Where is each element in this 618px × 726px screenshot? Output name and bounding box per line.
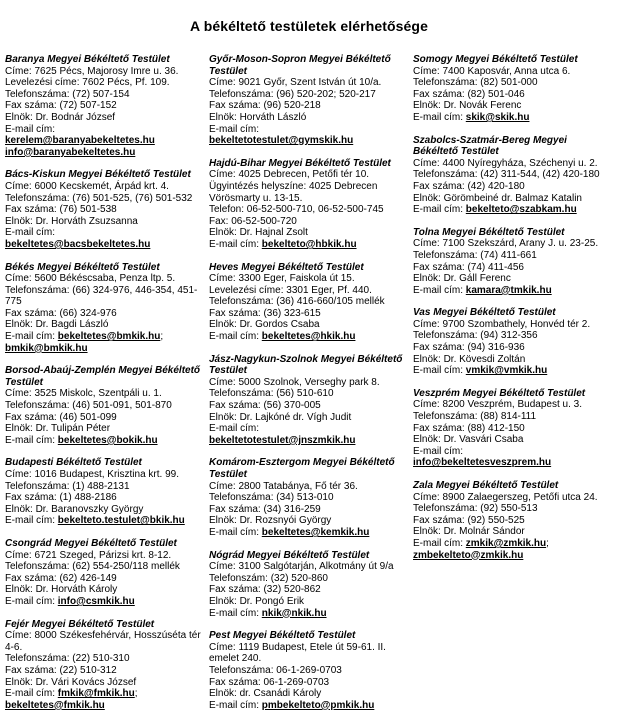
board-detail-line [5, 89, 205, 101]
board-detail-line [5, 112, 205, 124]
board-detail-line [5, 596, 205, 608]
board-detail-line [413, 169, 613, 181]
board-detail-line [5, 193, 205, 205]
board-detail-line [5, 492, 205, 504]
board-name: Vas Megyei Békéltető Testület [413, 307, 556, 319]
board-detail-line [5, 573, 205, 585]
board-detail-line [5, 550, 205, 562]
board-name: Borsod-Abaúj-Zemplén Megyei Békéltető Testület [5, 365, 201, 388]
detail-text: Telefonszáma: (96) 520-202; 520-217 [209, 88, 376, 100]
detail-text: E-mail cím: [209, 607, 262, 619]
board-detail-line [209, 608, 409, 620]
detail-text: Címe: 1016 Budapest, Krisztina krt. 99. [5, 469, 179, 480]
board-name: Fejér Megyei Békéltető Testület [5, 618, 155, 630]
board-detail-line [413, 423, 613, 435]
board-detail-line [413, 354, 613, 366]
email-link[interactable]: pmbekelteto@pmkik.hu [261, 699, 375, 711]
board-detail-line [413, 365, 613, 377]
board-detail-line [413, 434, 613, 446]
columns-container [0, 54, 618, 722]
detail-text: Fax száma: (34) 316-259 [209, 503, 321, 515]
detail-text: Elnök: Dr. Novák Ferenc [413, 100, 522, 112]
detail-text: Címe: 6721 Szeged, Párizsi krt. 8-12. [5, 549, 172, 561]
board-detail-line [5, 481, 205, 493]
detail-text: Fax száma: (66) 324-976 [5, 307, 117, 319]
board-detail-line [209, 423, 409, 435]
board-detail-line [5, 469, 205, 481]
board-detail-line [209, 319, 409, 331]
board-detail-line [5, 688, 205, 711]
detail-text: ; [160, 331, 164, 343]
email-link[interactable]: kerelem@baranyabekeltetes.hu [5, 135, 155, 147]
board-entry [5, 169, 205, 250]
detail-text: Elnök: Horváth László [209, 111, 307, 123]
board-detail-line [209, 677, 409, 689]
detail-text: Telefonszáma: (62) 554-250/118 mellék [5, 561, 180, 573]
board-entry [209, 354, 409, 447]
detail-text: Fax száma: (42) 420-180 [413, 180, 525, 192]
detail-text: Telefonszáma: (74) 411-661 [413, 249, 537, 261]
detail-text: Telefonszáma: 06-1-269-0703 [209, 664, 342, 676]
board-entry [209, 457, 409, 538]
detail-text: Elnök: Dr. Molnár Sándor [413, 526, 525, 538]
board-detail-line [209, 515, 409, 527]
page-title: A békéltető testületek elérhetősége [190, 18, 428, 34]
detail-text: Telefonszáma: (34) 513-010 [209, 492, 334, 504]
email-link[interactable]: zmbekelteto@zmkik.hu [413, 549, 524, 561]
detail-text: Fax száma: (22) 510-312 [5, 664, 117, 676]
detail-text: Fax száma: 06-1-269-0703 [209, 676, 330, 688]
email-link[interactable]: bekeltetes@fmkik.hu [5, 699, 105, 711]
detail-text: Címe: 3300 Eger, Faiskola út 15. [209, 273, 355, 285]
board-detail-line [209, 400, 409, 412]
detail-text: Telefonszáma: (82) 501-000 [413, 77, 538, 89]
detail-text: E-mail cím: [209, 331, 262, 343]
detail-text: Címe: 7625 Pécs, Majorosy Imre u. 36. [5, 65, 179, 77]
board-detail-line [5, 181, 205, 193]
board-detail-line [209, 492, 409, 504]
detail-text: Fax száma: (92) 550-525 [413, 514, 525, 526]
board-detail-line [413, 503, 613, 515]
detail-text: Levelezési címe: 7602 Pécs, Pf. 109. [5, 77, 170, 89]
detail-text: Elnök: Dr. Kövesdi Zoltán [413, 353, 526, 365]
board-detail-line [5, 77, 205, 89]
detail-text: Fax száma: (56) 370-005 [209, 400, 321, 412]
board-detail-line [209, 665, 409, 677]
board-detail-line [5, 124, 205, 136]
board-entry [5, 457, 205, 527]
email-link[interactable]: info@bekeltetesveszprem.hu [413, 457, 552, 469]
board-name: Szabolcs-Szatmár-Bereg Megyei Békéltető Testület [413, 134, 567, 158]
email-link[interactable]: info@csmkik.hu [57, 595, 135, 607]
detail-text: Elnök: Dr. Horváth Károly [5, 584, 118, 596]
detail-text: Telefon: 06-52-500-710, 06-52-500-745 [209, 204, 384, 216]
board-detail-line [5, 239, 205, 251]
board-entry [209, 54, 409, 147]
detail-text: Fax száma: (96) 520-218 [209, 100, 321, 112]
board-entry [5, 365, 205, 446]
detail-text: Ügyintézés helyszíne: 4025 Debrecen Vörösmarty u. 13-15. [209, 180, 378, 204]
board-name: Békés Megyei Békéltető Testület [5, 261, 160, 273]
board-detail-line [413, 330, 613, 342]
detail-text: Címe: 4025 Debrecen, Petőfi tér 10. [209, 169, 370, 181]
detail-text: Fax száma: (62) 426-149 [5, 572, 117, 584]
board-detail-line [413, 181, 613, 193]
board-detail-line [5, 100, 205, 112]
board-detail-line [413, 399, 613, 411]
detail-text: Címe: 6000 Kecskemét, Árpád krt. 4. [5, 180, 169, 192]
board-detail-line [413, 262, 613, 274]
detail-text: E-mail cím: [5, 515, 58, 527]
detail-text: Címe: 4400 Nyíregyháza, Széchenyi u. 2. [413, 157, 598, 169]
board-detail-line [413, 319, 613, 331]
board-name: Heves Megyei Békéltető Testület [209, 261, 364, 273]
board-detail-line [5, 135, 205, 147]
detail-text: Telefonszáma: (1) 488-2131 [5, 480, 130, 492]
board-detail-line [209, 296, 409, 308]
board-name: Tolna Megyei Békéltető Testület [413, 226, 565, 238]
detail-text: E-mail cím: [209, 238, 262, 250]
board-entry [413, 135, 613, 216]
detail-text: Elnök: Dr. Horváth Zsuzsanna [5, 215, 138, 227]
detail-text: E-mail cím: [5, 434, 58, 446]
detail-text: Címe: 9021 Győr, Szent István út 10/a. [209, 77, 382, 89]
board-detail-line [209, 239, 409, 251]
board-detail-line [413, 538, 613, 561]
detail-text: Címe: 9700 Szombathely, Honvéd tér 2. [413, 318, 591, 330]
detail-text: E-mail cím: [5, 123, 55, 135]
board-detail-line [209, 169, 409, 181]
board-detail-line [209, 331, 409, 343]
detail-text: Telefonszám: (32) 520-860 [209, 572, 328, 584]
board-entry [413, 227, 613, 297]
board-detail-line [5, 423, 205, 435]
detail-text: E-mail cím: [413, 284, 466, 296]
detail-text: Címe: 5600 Békéscsaba, Penza ltp. 5. [5, 273, 176, 285]
board-detail-line [413, 112, 613, 124]
board-detail-line [5, 308, 205, 320]
detail-text: Telefonszáma: (36) 416-660/105 mellék [209, 296, 385, 308]
email-link[interactable]: bekeltetes@bacsbekeltetes.hu [5, 238, 151, 250]
detail-text: Elnök: Dr. Pongó Erik [209, 595, 305, 607]
email-link[interactable]: bekeltetotestulet@gymskik.hu [209, 135, 354, 147]
board-detail-line [5, 319, 205, 331]
detail-text: E-mail cím: [5, 595, 58, 607]
email-link[interactable]: vmkik@vmkik.hu [465, 365, 548, 377]
detail-text: Címe: 7400 Kaposvár, Anna utca 6. [413, 65, 571, 77]
detail-text: Elnök: Dr. Lajkóné dr. Vígh Judit [209, 411, 352, 423]
column-1 [5, 54, 205, 722]
detail-text: Fax száma: (36) 323-615 [209, 307, 321, 319]
board-entry [209, 550, 409, 620]
detail-text: Telefonszáma: (88) 814-111 [413, 411, 537, 423]
detail-text: Telefonszáma: (94) 312-356 [413, 330, 538, 342]
detail-text: E-mail cím: [5, 227, 55, 239]
board-name: Jász-Nagykun-Szolnok Megyei Békéltető Testület [209, 353, 403, 377]
board-detail-line [209, 204, 409, 216]
detail-text: E-mail cím: [5, 688, 58, 700]
email-link[interactable]: skik@skik.hu [465, 111, 530, 123]
detail-text: Telefonszáma: (76) 501-525, (76) 501-532 [5, 192, 193, 204]
detail-text: E-mail cím: [413, 445, 463, 457]
board-detail-line [5, 285, 205, 308]
board-detail-line [5, 147, 205, 159]
detail-text: Telefonszáma: (56) 510-610 [209, 388, 334, 400]
detail-text: Telefonszáma: (46) 501-091, 501-870 [5, 400, 172, 412]
board-detail-line [209, 481, 409, 493]
detail-text: E-mail cím: [209, 699, 262, 711]
board-detail-line [413, 250, 613, 262]
board-detail-line [5, 331, 205, 354]
detail-text: Telefonszáma: (92) 550-513 [413, 503, 538, 515]
email-link[interactable]: bekelteto@szabkam.hu [465, 204, 577, 216]
detail-text: Elnök: Dr. Gordos Csaba [209, 319, 320, 331]
board-detail-line [413, 285, 613, 297]
board-name: Csongrád Megyei Békéltető Testület [5, 537, 177, 549]
email-link[interactable]: zmkik@zmkik.hu [465, 537, 547, 549]
board-entry [209, 158, 409, 251]
board-name: Somogy Megyei Békéltető Testület [413, 54, 578, 65]
board-detail-line [209, 527, 409, 539]
detail-text: Elnök: dr. Csanádi Károly [209, 688, 322, 700]
detail-text: E-mail cím: [209, 423, 259, 435]
board-entry [413, 54, 613, 124]
detail-text: Címe: 2800 Tatabánya, Fő tér 36. [209, 480, 358, 492]
board-detail-line [209, 135, 409, 147]
detail-text: Levelezési címe: 3301 Eger, Pf. 440. [209, 284, 372, 296]
detail-text: Fax száma: (72) 507-152 [5, 100, 117, 112]
detail-text: Címe: 8000 Székesfehérvár, Hosszúséta tér 4-6. [5, 630, 201, 653]
board-detail-line [5, 584, 205, 596]
detail-text: Elnök: Dr. Rozsnyói György [209, 515, 332, 527]
email-link[interactable]: bekeltetes@hkik.hu [261, 331, 356, 343]
detail-text: Telefonszáma: (66) 324-976, 446-354, 451-775 [5, 284, 198, 308]
detail-text: Címe: 1119 Budapest, Etele út 59-61. II. emelet 240. [209, 641, 386, 665]
board-detail-line [413, 446, 613, 458]
detail-text: Fax száma: (46) 501-099 [5, 411, 117, 423]
board-entry [5, 54, 205, 158]
detail-text: Telefonszáma: (22) 510-310 [5, 653, 130, 665]
detail-text: Címe: 8900 Zalaegerszeg, Petőfi utca 24. [413, 491, 598, 503]
email-link[interactable]: bekelteto.testulet@bkik.hu [57, 515, 185, 527]
board-detail-line [209, 227, 409, 239]
board-detail-line [5, 504, 205, 516]
board-detail-line [209, 688, 409, 700]
detail-text: Fax száma: (1) 488-2186 [5, 492, 117, 504]
board-detail-line [5, 388, 205, 400]
board-name: Hajdú-Bihar Megyei Békéltető Testület [209, 157, 391, 169]
board-detail-line [413, 342, 613, 354]
board-name: Komárom-Esztergom Megyei Békéltető Testület [209, 457, 395, 480]
board-detail-line [413, 100, 613, 112]
detail-text: Fax: 06-52-500-720 [209, 215, 297, 227]
board-entry [5, 619, 205, 712]
board-detail-line [209, 388, 409, 400]
detail-text: Címe: 7100 Szekszárd, Arany J. u. 23-25. [413, 238, 599, 250]
email-link[interactable]: nkik@nkik.hu [261, 607, 327, 619]
board-detail-line [209, 273, 409, 285]
detail-text: ; [546, 537, 549, 549]
detail-text: Címe: 5000 Szolnok, Verseghy park 8. [209, 376, 380, 388]
board-detail-line [209, 216, 409, 228]
board-name: Bács-Kiskun Megyei Békéltető Testület [5, 169, 191, 181]
board-detail-line [413, 66, 613, 78]
detail-text: E-mail cím: [209, 123, 259, 135]
email-link[interactable]: bmkik@bmkik.hu [5, 342, 88, 354]
detail-text: Fax száma: (82) 501-046 [413, 88, 525, 100]
board-detail-line [5, 412, 205, 424]
email-link[interactable]: bekeltetes@bokik.hu [57, 434, 158, 446]
board-detail-line [209, 435, 409, 447]
board-detail-line [413, 457, 613, 469]
detail-text: Telefonszáma: (42) 311-544, (42) 420-180 [413, 169, 600, 181]
board-detail-line [209, 100, 409, 112]
board-detail-line [209, 561, 409, 573]
board-detail-line [5, 273, 205, 285]
detail-text: Címe: 8200 Veszprém, Budapest u. 3. [413, 399, 582, 411]
email-link[interactable]: bekeltetes@bmkik.hu [57, 331, 161, 343]
board-detail-line [413, 77, 613, 89]
board-detail-line [413, 526, 613, 538]
board-name: Budapesti Békéltető Testület [5, 457, 142, 469]
detail-text: E-mail cím: [5, 331, 58, 343]
detail-text: Elnök: Dr. Bagdi László [5, 319, 109, 331]
board-detail-line [209, 181, 409, 204]
detail-text: Fax száma: (94) 316-936 [413, 342, 525, 354]
board-detail-line [413, 193, 613, 205]
detail-text: Fax száma: (32) 520-862 [209, 584, 321, 596]
board-detail-line [413, 89, 613, 101]
board-detail-line [413, 273, 613, 285]
board-entry [5, 262, 205, 355]
detail-text: Elnök: Dr. Tulipán Péter [5, 423, 111, 435]
board-name: Baranya Megyei Békéltető Testület [5, 54, 170, 65]
detail-text: Telefonszáma: (72) 507-154 [5, 88, 130, 100]
board-entry [413, 307, 613, 377]
board-detail-line [209, 112, 409, 124]
board-detail-line [209, 377, 409, 389]
board-detail-line [413, 204, 613, 216]
detail-text: Címe: 3100 Salgótarján, Alkotmány út 9/a [209, 561, 394, 573]
detail-text: Elnök: Dr. Bodnár József [5, 111, 116, 123]
board-detail-line [413, 411, 613, 423]
board-detail-line [5, 653, 205, 665]
board-detail-line [413, 492, 613, 504]
board-detail-line [5, 665, 205, 677]
board-name: Nógrád Megyei Békéltető Testület [209, 549, 370, 561]
board-detail-line [209, 124, 409, 136]
board-detail-line [5, 66, 205, 78]
board-detail-line [209, 504, 409, 516]
board-detail-line [5, 216, 205, 228]
detail-text: E-mail cím: [413, 204, 466, 216]
board-detail-line [209, 412, 409, 424]
board-detail-line [209, 596, 409, 608]
board-detail-line [5, 227, 205, 239]
board-detail-line [5, 204, 205, 216]
board-entry [5, 538, 205, 608]
board-entry [209, 630, 409, 711]
board-detail-line [5, 400, 205, 412]
detail-text: E-mail cím: [209, 526, 262, 538]
board-name: Zala Megyei Békéltető Testület [413, 480, 559, 491]
detail-text: E-mail cím: [413, 111, 466, 123]
board-detail-line [413, 238, 613, 250]
board-entry [413, 388, 613, 469]
board-detail-line [209, 77, 409, 89]
board-detail-line [413, 515, 613, 527]
email-link[interactable]: fmkik@fmkik.hu [57, 688, 135, 700]
board-name: Veszprém Megyei Békéltető Testület [413, 387, 586, 399]
board-entry [413, 480, 613, 561]
board-name: Pest Megyei Békéltető Testület [209, 630, 356, 642]
board-detail-line [209, 700, 409, 712]
detail-text: E-mail cím: [413, 537, 466, 549]
board-detail-line [5, 677, 205, 689]
board-detail-line [209, 573, 409, 585]
board-detail-line [209, 308, 409, 320]
board-detail-line [209, 285, 409, 297]
board-detail-line [5, 515, 205, 527]
board-detail-line [209, 89, 409, 101]
detail-text: Elnök: Dr. Gáll Ferenc [413, 273, 511, 285]
detail-text: ; [134, 688, 138, 700]
detail-text: Elnök: Görömbeiné dr. Balmaz Katalin [413, 192, 582, 204]
email-link[interactable]: bekeltetotestulet@jnszmkik.hu [209, 434, 356, 446]
detail-text: Címe: 3525 Miskolc, Szentpáli u. 1. [5, 388, 162, 400]
column-2 [209, 54, 409, 722]
detail-text: Fax száma: (76) 501-538 [5, 204, 117, 216]
email-link[interactable]: info@baranyabekeltetes.hu [5, 146, 136, 158]
board-detail-line [209, 642, 409, 665]
email-link[interactable]: bekelteto@hbkik.hu [261, 238, 357, 250]
detail-text: Elnök: Dr. Hajnal Zsolt [209, 227, 308, 239]
board-detail-line [413, 158, 613, 170]
board-detail-line [209, 584, 409, 596]
email-link[interactable]: kamara@tmkik.hu [465, 284, 552, 296]
board-name: Győr-Moson-Sopron Megyei Békéltető Testület [209, 54, 391, 77]
detail-text: Elnök: Dr. Vasvári Csaba [413, 434, 524, 446]
board-detail-line [5, 630, 205, 653]
detail-text: Fax száma: (74) 411-456 [413, 261, 524, 273]
detail-text: Elnök: Dr. Baranovszky György [5, 503, 144, 515]
email-link[interactable]: bekeltetes@kemkik.hu [261, 526, 370, 538]
detail-text: Fax száma: (88) 412-150 [413, 422, 525, 434]
detail-text: Elnök: Dr. Vári Kovács József [5, 676, 137, 688]
detail-text: E-mail cím: [413, 365, 466, 377]
board-detail-line [5, 435, 205, 447]
column-3 [413, 54, 613, 572]
board-entry [209, 262, 409, 343]
board-detail-line [5, 561, 205, 573]
